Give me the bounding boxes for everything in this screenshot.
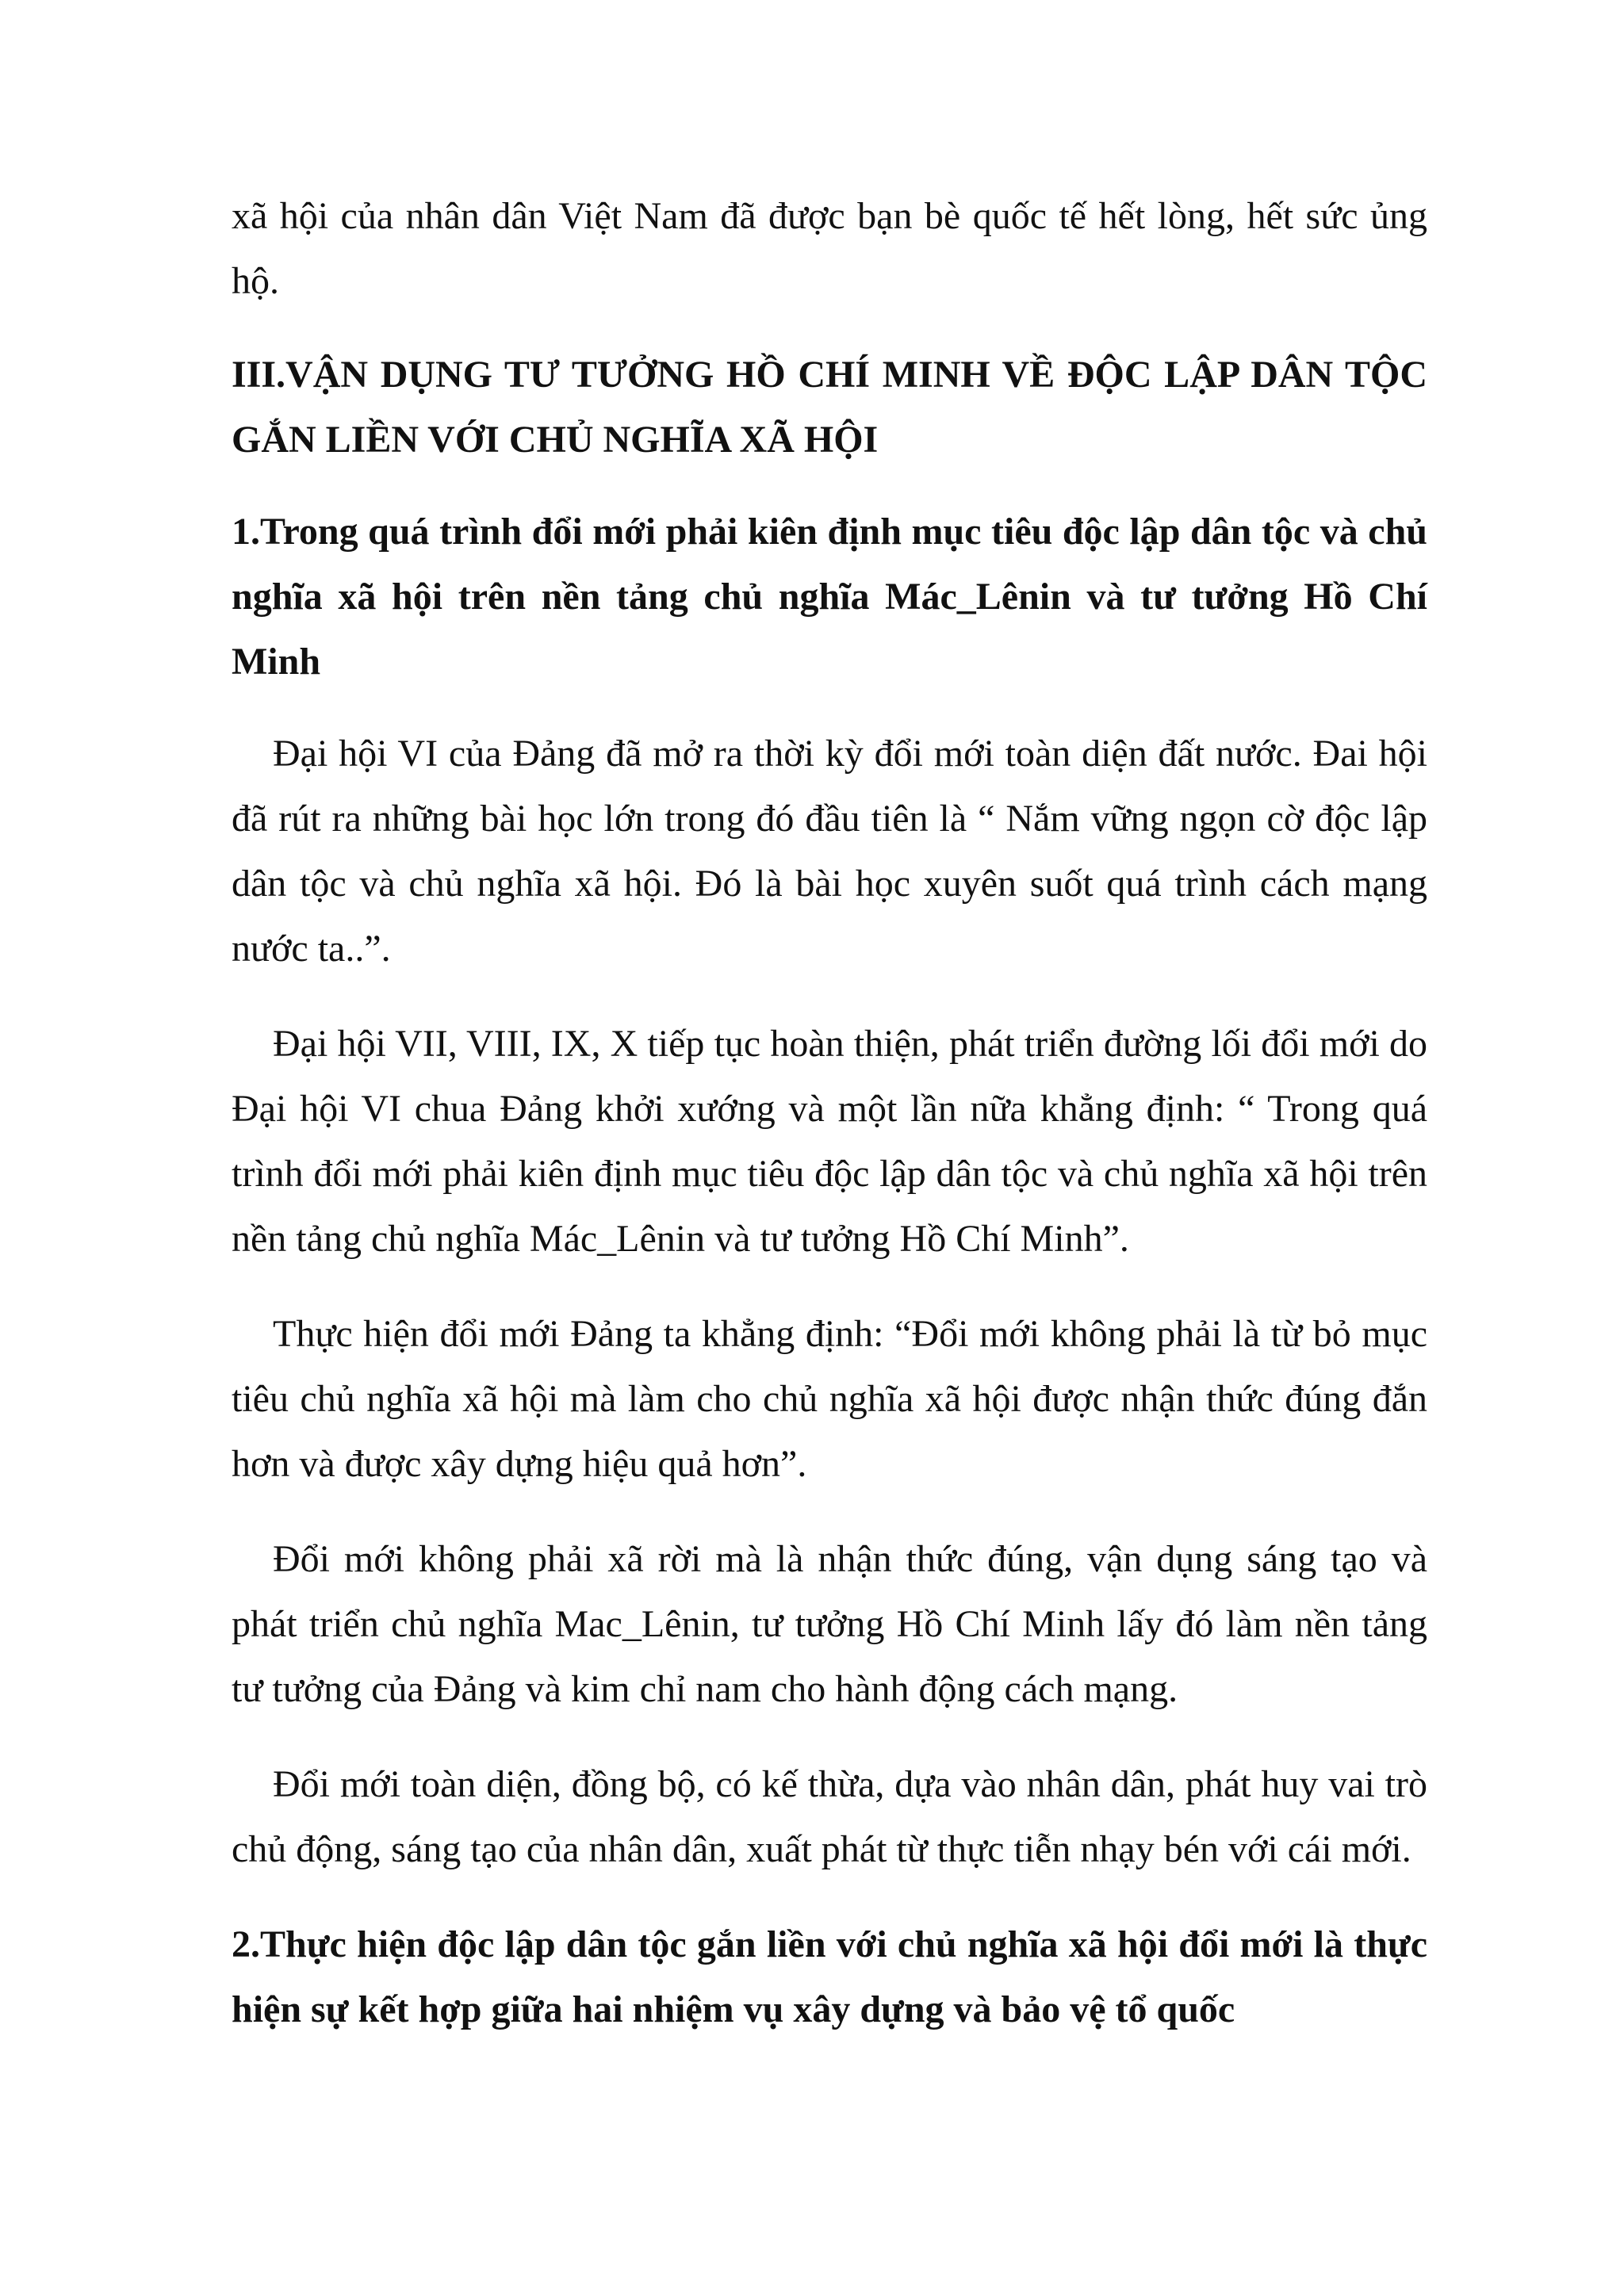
body-paragraph: Đổi mới không phải xã rời mà là nhận thức đúng, vận dụng sáng tạo và phát triển chủ nghĩa Mac_Lênin, tư tưởng Hồ Chí Minh lấy đó làm nền tảng tư tưởng của Đảng và kim chỉ nam cho hành động cách mạng. <box>232 1538 1427 1710</box>
intro-paragraph: xã hội của nhân dân Việt Nam đã được bạn bè quốc tế hết lòng, hết sức ủng hộ. <box>232 195 1427 302</box>
body-paragraph: Đại hội VII, VIII, IX, X tiếp tục hoàn thiện, phát triển đường lối đổi mới do Đại hội VI chua Đảng khởi xướng và một lần nữa khẳng định: “ Trong quá trình đổi mới phải kiên định mục tiêu độc lập dân tộc và chủ nghĩa xã hội trên nền tảng chủ nghĩa Mác_Lênin và tư tưởng Hồ Chí Minh”. <box>232 1023 1427 1260</box>
body-paragraph: Đại hội VI của Đảng đã mở ra thời kỳ đổi mới toàn diện đất nước. Đai hội đã rút ra những bài học lớn trong đó đầu tiên là “ Nắm vững ngọn cờ độc lập dân tộc và chủ nghĩa xã hội. Đó là bài học xuyên suốt quá trình cách mạng nước ta..”. <box>232 733 1427 970</box>
body-paragraph: Thực hiện đổi mới Đảng ta khẳng định: “Đổi mới không phải là từ bỏ mục tiêu chủ nghĩa xã hội mà làm cho chủ nghĩa xã hội được nhận thức đúng đắn hơn và được xây dựng hiệu quả hơn”. <box>232 1313 1427 1485</box>
body-paragraph: Đổi mới toàn diện, đồng bộ, có kế thừa, dựa vào nhân dân, phát huy vai trò chủ động, sáng tạo của nhân dân, xuất phát từ thực tiễn nhạy bén với cái mới. <box>232 1763 1427 1870</box>
section-heading: III.VẬN DỤNG TƯ TƯỞNG HỒ CHÍ MINH VỀ ĐỘC LẬP DÂN TỘC GẮN LIỀN VỚI CHỦ NGHĨA XÃ HỘI <box>232 354 1427 461</box>
subheading-2: 2.Thực hiện độc lập dân tộc gắn liền với chủ nghĩa xã hội đổi mới là thực hiện sự kết hợp giữa hai nhiệm vụ xây dựng và bảo vệ tổ quốc <box>232 1923 1427 2030</box>
document-body <box>232 184 1427 2042</box>
subheading-1: 1.Trong quá trình đổi mới phải kiên định mục tiêu độc lập dân tộc và chủ nghĩa xã hội trên nền tảng chủ nghĩa Mác_Lênin và tư tưởng Hồ Chí Minh <box>232 511 1427 683</box>
